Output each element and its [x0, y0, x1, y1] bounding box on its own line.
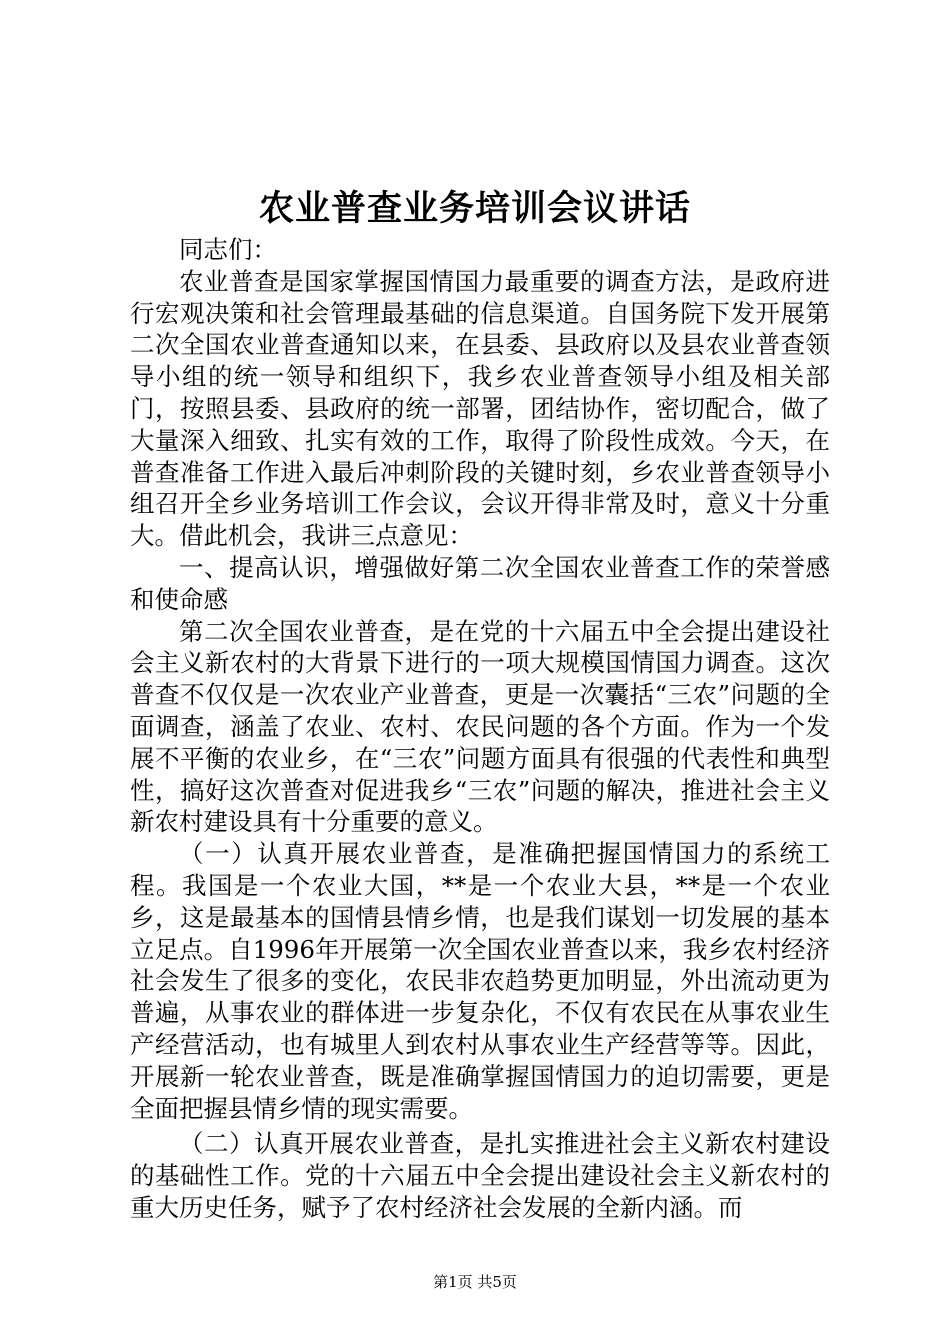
paragraph-intro: 农业普查是国家掌握国情国力最重要的调查方法，是政府进行宏观决策和社会管理最基础的信息渠道。自国务院下发开展第二次全国农业普查通知以来，在县委、县政府以及县农业普查领导小组的统一领导和组织下，我乡农业普查领导小组及相关部门，按照县委、县政府的统一部署，团结协作，密切配合，做了大量深入细致、扎实有效的工作，取得了阶段性成效。今天，在普查准备工作进入最后冲刺阶段的关键时刻，乡农业普查领导小组召开全乡业务培训工作会议，会议开得非常及时，意义十分重大。借此机会，我讲三点意见：	[130, 266, 830, 551]
paragraph-subsection-1: （一）认真开展农业普查，是准确把握国情国力的系统工程。我国是一个农业大国，**是一个农业大县，**是一个农业乡，这是最基本的国情县情乡情，也是我们谋划一切发展的基本立足点。自1996年开展第一次全国农业普查以来，我乡农村经济社会发生了很多的变化，农民非农趋势更加明显，外出流动更为普遍，从事农业的群体进一步复杂化，不仅有农民在从事农业生产经营活动，也有城里人到农村从事农业生产经营等等。因此，开展新一轮农业普查，既是准确掌握国情国力的迫切需要，更是全面把握县情乡情的现实需要。	[130, 839, 830, 1123]
paragraph-section-1: 第二次全国农业普查，是在党的十六届五中全会提出建设社会主义新农村的大背景下进行的一项大规模国情国力调查。这次普查不仅仅是一次农业产业普查，更是一次囊括“三农”问题的全面调查，涵盖了农业、农村、农民问题的各个方面。作为一个发展不平衡的农业乡，在“三农”问题方面具有很强的代表性和典型性，搞好这次普查对促进我乡“三农”问题的解决，推进社会主义新农村建设具有十分重要的意义。	[130, 616, 830, 837]
document-title: 农业普查业务培训会议讲话	[258, 189, 691, 229]
salutation: 同志们：	[179, 235, 277, 264]
page-footer: 第1页 共5页	[433, 1273, 517, 1291]
section-heading-1: 一、提高认识，增强做好第二次全国农业普查工作的荣誉感和使命感	[130, 552, 830, 614]
document-body	[130, 234, 830, 1224]
paragraph-subsection-2: （二）认真开展农业普查，是扎实推进社会主义新农村建设的基础性工作。党的十六届五中全会提出建设社会主义新农村的重大历史任务，赋予了农村经济社会发展的全新内涵。而	[130, 1129, 830, 1222]
